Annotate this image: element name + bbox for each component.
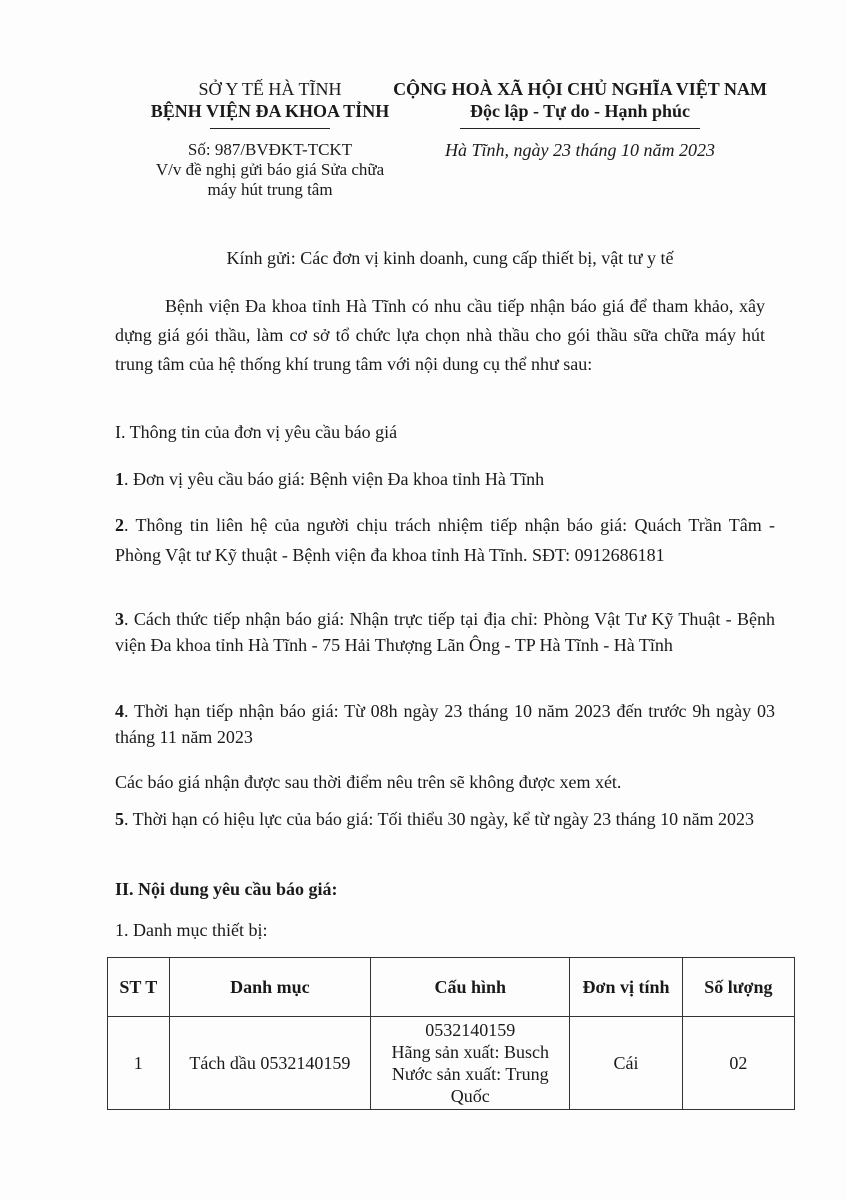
- info-item-2: [115, 510, 775, 570]
- document-date: Hà Tĩnh, ngày 23 tháng 10 năm 2023: [445, 140, 715, 160]
- item-text: . Thông tin liên hệ của người chịu trách nhiệm tiếp nhận báo giá: Quách Trần Tâm - Phòng Vật tư Kỹ thuật - Bệnh viện đa khoa tỉnh Hà Tĩnh. SĐT: 0912686181: [115, 515, 775, 565]
- intro-paragraph: Bệnh viện Đa khoa tỉnh Hà Tĩnh có nhu cầu tiếp nhận báo giá để tham khảo, xây dựng giá gói thầu, làm cơ sở tổ chức lựa chọn nhà thầu cho gói thầu sữa chữa máy hút trung tâm của hệ thống khí trung tâm với nội dung cụ thể như sau:: [115, 296, 765, 374]
- hospital-name: BỆNH VIỆN ĐA KHOA TỈNH: [150, 101, 390, 121]
- motto-underline: [460, 128, 700, 129]
- item-text: . Đơn vị yêu cầu báo giá: Bệnh viện Đa khoa tỉnh Hà Tĩnh: [124, 469, 545, 489]
- national-header: [370, 78, 790, 129]
- section-2-title: II. Nội dung yêu cầu báo giá:: [115, 879, 338, 899]
- subject-line-2: máy hút trung tâm: [207, 180, 333, 199]
- equipment-list-title: 1. Danh mục thiết bị:: [115, 920, 268, 940]
- header-unit: Đơn vị tính: [570, 958, 682, 1017]
- cell-stt: 1: [108, 1017, 170, 1110]
- info-item-5: [115, 806, 775, 832]
- info-item-4: [115, 698, 775, 750]
- cell-item: Tách dầu 0532140159: [169, 1017, 371, 1110]
- country-title: CỘNG HOÀ XÃ HỘI CHỦ NGHĨA VIỆT NAM: [393, 79, 767, 99]
- cell-unit: Cái: [570, 1017, 682, 1110]
- info-item-3: [115, 606, 775, 658]
- header-underline: [210, 128, 330, 129]
- late-submission-note: Các báo giá nhận được sau thời điểm nêu trên sẽ không được xem xét.: [115, 772, 622, 792]
- item-number: 2: [115, 515, 124, 535]
- reference-number: Số: 987/BVĐKT-TCKT: [187, 140, 353, 159]
- header-quantity: Số lượng: [682, 958, 794, 1017]
- department-name: SỞ Y TẾ HÀ TĨNH: [198, 79, 342, 99]
- table-header-row: [108, 958, 795, 1017]
- info-item-1: [115, 467, 775, 491]
- header-stt: ST T: [108, 958, 170, 1017]
- header-item: Danh mục: [169, 958, 371, 1017]
- item-text: . Thời hạn có hiệu lực của báo giá: Tối thiểu 30 ngày, kể từ ngày 23 tháng 10 năm 2023: [124, 809, 755, 829]
- item-number: 3: [115, 609, 124, 629]
- cell-quantity: 02: [682, 1017, 794, 1110]
- config-part-number: 0532140159: [425, 1020, 516, 1040]
- cell-config: [371, 1017, 570, 1110]
- equipment-table: [107, 957, 795, 1110]
- section-1-title: I. Thông tin của đơn vị yêu cầu báo giá: [115, 422, 398, 442]
- header-config: Cấu hình: [371, 958, 570, 1017]
- table-row: [108, 1017, 795, 1110]
- item-number: 4: [115, 701, 124, 721]
- config-manufacturer: Hãng sản xuất: Busch: [391, 1042, 550, 1062]
- item-text: . Thời hạn tiếp nhận báo giá: Từ 08h ngày 23 tháng 10 năm 2023 đến trước 9h ngày 03 tháng 11 năm 2023: [115, 701, 775, 747]
- item-number: 1: [115, 469, 124, 489]
- config-origin: Nước sản xuất: Trung Quốc: [391, 1064, 549, 1106]
- item-number: 5: [115, 809, 124, 829]
- item-text: . Cách thức tiếp nhận báo giá: Nhận trực tiếp tại địa chỉ: Phòng Vật Tư Kỹ Thuật - Bệnh viện Đa khoa tỉnh Hà Tĩnh - 75 Hải Thượng Lãn Ông - TP Hà Tĩnh - Hà Tĩnh: [115, 609, 775, 655]
- subject-line-1: V/v đề nghị gửi báo giá Sửa chữa: [155, 160, 385, 179]
- recipient-line: Kính gửi: Các đơn vị kinh doanh, cung cấp thiết bị, vật tư y tế: [226, 248, 674, 268]
- national-motto: Độc lập - Tự do - Hạnh phúc: [469, 101, 691, 121]
